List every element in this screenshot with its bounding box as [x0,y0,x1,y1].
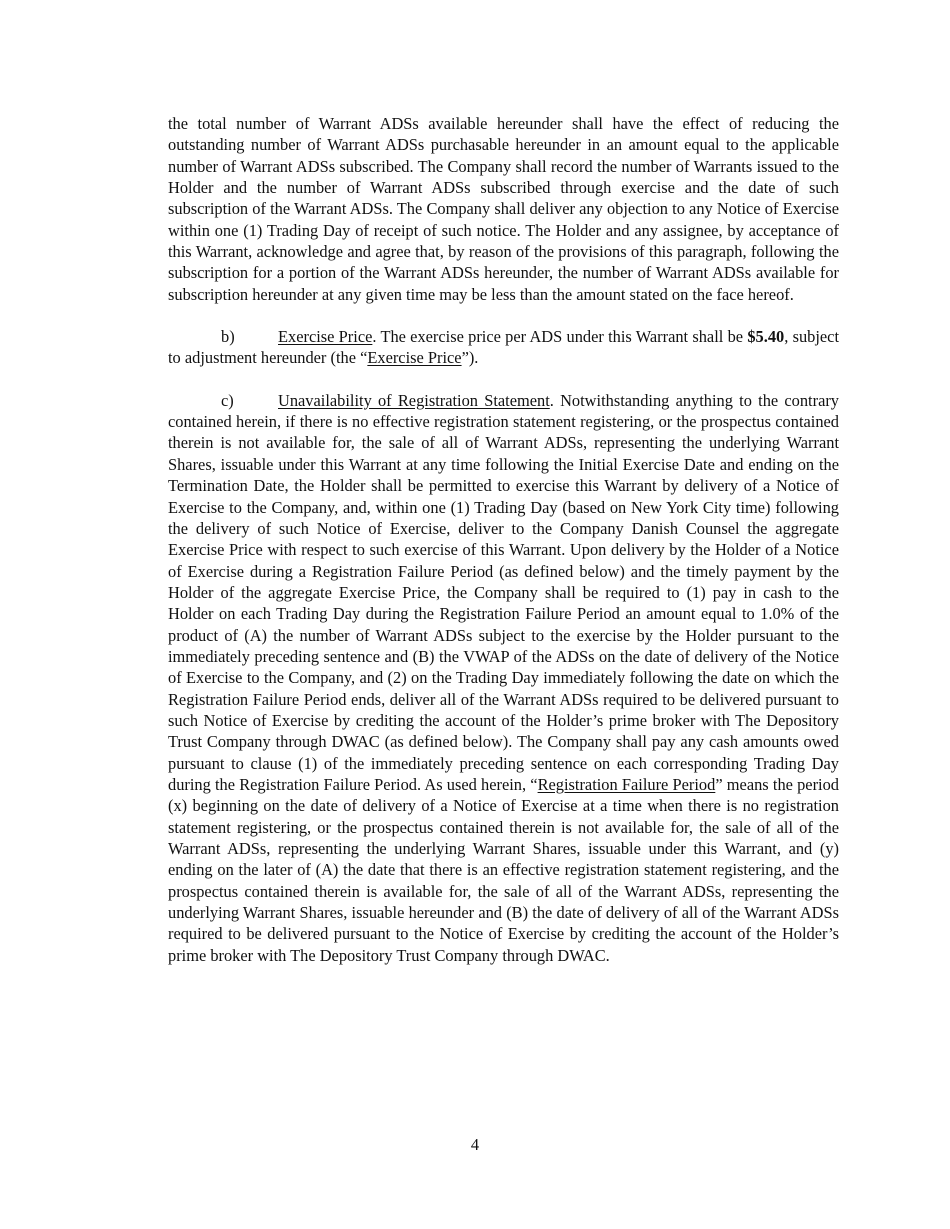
section-c-label: c) [221,390,234,410]
section-b-text-3: ”). [461,348,479,368]
paragraph-spacer [168,369,839,390]
section-c-text-1: . Notwithstanding anything to the contrary contained herein, if there is no effective registration statement registering, or the prospectus contained therein is not available for, the sale of all of Warrant ADSs, representing the underlying Warrant Shares, issuable under this Warrant at any time following the Initial Exercise Date and ending on the Termination Date, the Holder shall be permitted to exercise this Warrant by delivery of a Notice of Exercise to the Company, and, within one (1) Trading Day (based on New York City time) following the delivery of such Notice of Exercise, deliver to the Company Danish Counsel the aggregate Exercise Price with respect to such exercise of this Warrant. Upon delivery by the Holder of a Notice of Exercise during a Registration Failure Period (as defined below) and the timely payment by the Holder of the aggregate Exercise Price, the Company shall be required to (1) pay in cash to the Holder on each Trading Day during the Registration Failure Period an amount equal to 1.0% of the product of (A) the number of Warrant ADSs subject to the exercise by the Holder pursuant to the immediately preceding sentence and (B) the VWAP of the ADSs on the date of delivery of the Notice of Exercise to the Company, and (2) on the Trading Day immediately following the date on which the Registration Failure Period ends, deliver all of the Warrant ADSs required to be delivered pursuant to such Notice of Exercise by crediting the account of the Holder’s prime broker with The Depository Trust Company through DWAC (as defined below). The Company shall pay any cash amounts owed pursuant to clause (1) of the immediately preceding sentence on each corresponding Trading Day during the Registration Failure Period. As used herein, “ [168,390,839,794]
section-b-text-1: . The exercise price per ADS under this Warrant shall be [372,327,748,347]
document-page [168,113,839,966]
section-c-defined-term: Registration Failure Period [537,774,716,794]
section-b-label: b) [221,327,235,347]
continued-paragraph-text: the total number of Warrant ADSs available hereunder shall have the effect of reducing the outstanding number of Warrant ADSs purchasable hereunder in an amount equal to the applicable number of Warrant ADSs subscribed. The Company shall record the number of Warrants issued to the Holder and the number of Warrant ADSs subscribed through exercise and the date of such subscription of the Warrant ADSs. The Company shall deliver any objection to any Notice of Exercise within one (1) Trading Day of receipt of such notice. The Holder and any assignee, by acceptance of this Warrant, acknowledge and agree that, by reason of the provisions of this paragraph, following the subscription for a portion of the Warrant ADSs hereunder, the number of Warrant ADSs available for subscription hereunder at any given time may be less than the amount stated on the face hereof. [168,114,839,304]
section-c-heading: Unavailability of Registration Statement [278,390,550,410]
continued-paragraph [168,113,839,305]
section-b-heading: Exercise Price [278,327,373,347]
page-number: 4 [470,1135,480,1154]
section-c-paragraph [168,390,839,966]
section-b-text-2: , subject to adjustment hereunder (the “ [168,327,840,368]
paragraph-spacer [168,305,839,326]
section-c-text-2: ” means the period (x) beginning on the date of delivery of a Notice of Exercise at a time when there is no registration statement registering, or the prospectus contained therein is not available for, the sale of all of the Warrant ADSs, representing the underlying Warrant Shares, issuable under this Warrant, and (y) ending on the later of (A) the date that there is an effective registration statement registering, and the prospectus contained therein is available for, the sale of all of the Warrant ADSs, representing the underlying Warrant Shares, issuable hereunder and (B) the date of delivery of all of the Warrant ADSs required to be delivered pursuant to the Notice of Exercise by crediting the account of the Holder’s prime broker with The Depository Trust Company through DWAC. [168,774,839,965]
exercise-price-value: $5.40 [747,327,785,347]
section-b-defined-term: Exercise Price [367,348,462,368]
section-b-paragraph [168,326,839,369]
